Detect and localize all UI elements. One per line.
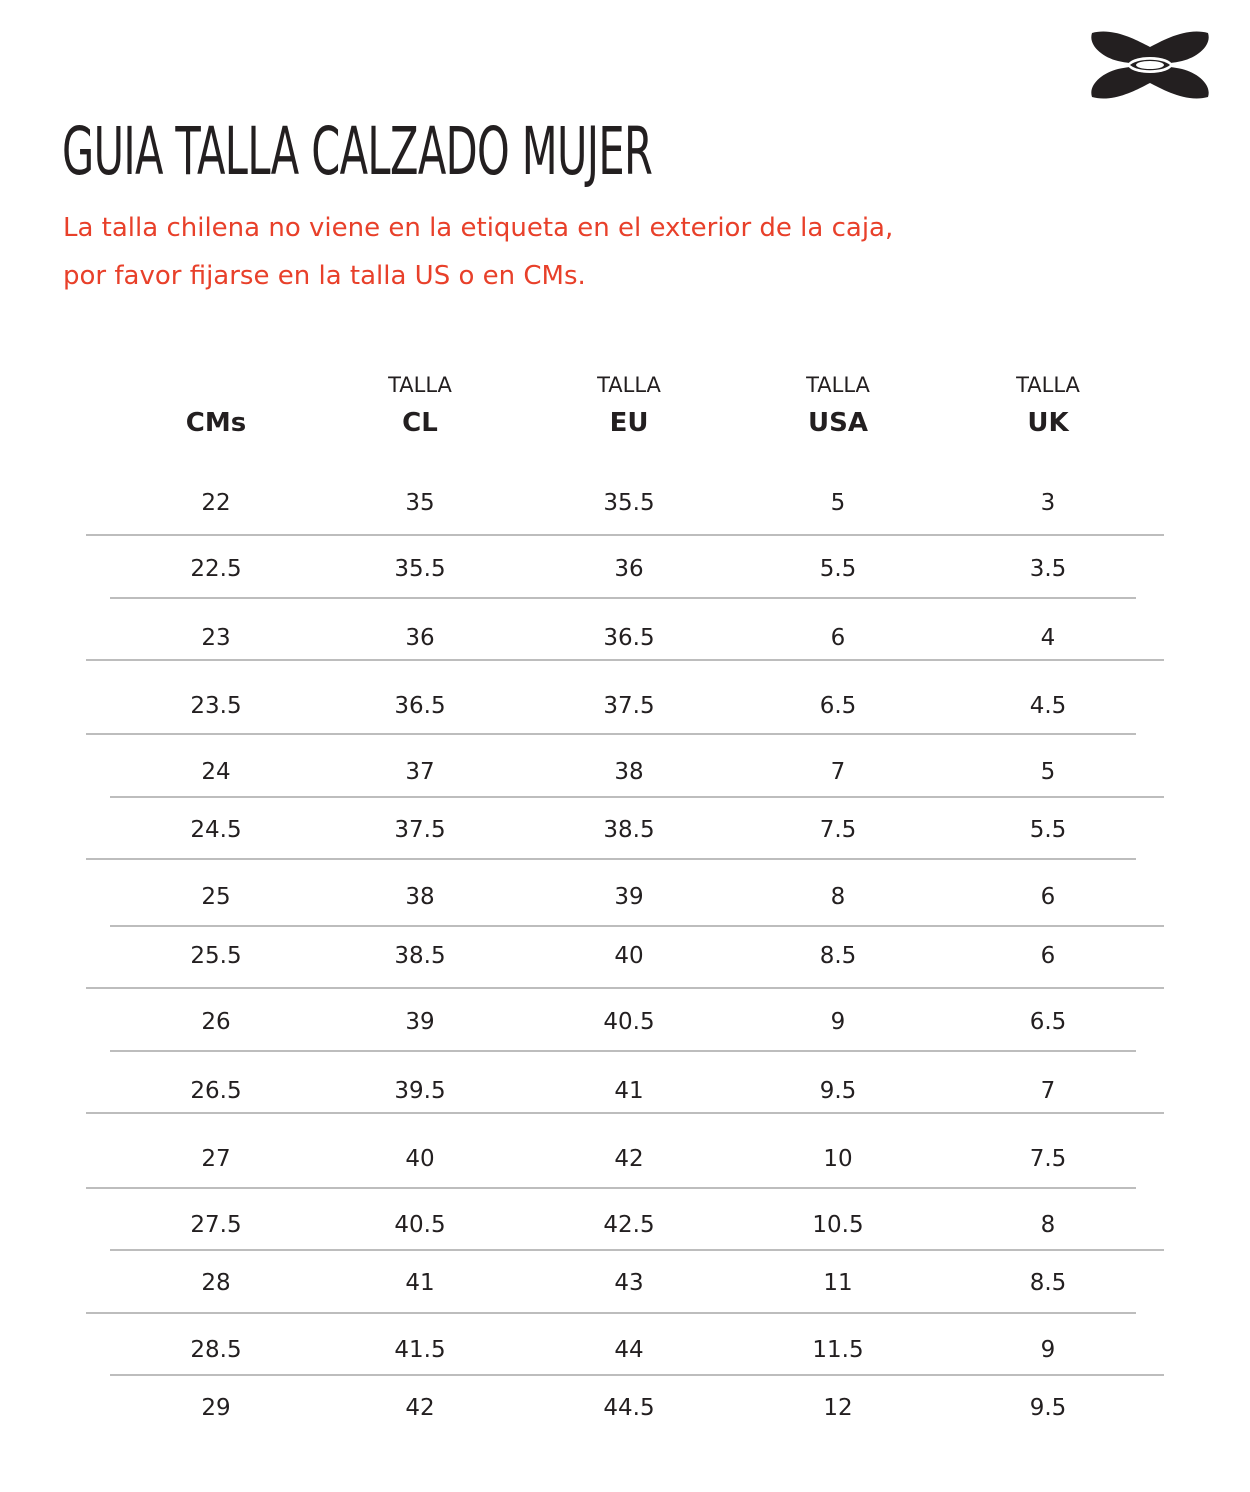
cell-cl: 36.5 bbox=[394, 693, 446, 719]
cell-cms: 22.5 bbox=[190, 556, 242, 582]
column-header-uk bbox=[968, 373, 1128, 443]
cell-usa: 8 bbox=[830, 884, 846, 910]
cell-usa: 10 bbox=[823, 1146, 853, 1172]
cell-cl: 35 bbox=[405, 490, 435, 516]
size-note-line-1: La talla chilena no viene en la etiqueta en el exterior de la caja, bbox=[63, 213, 894, 243]
row-divider bbox=[86, 987, 1164, 989]
cell-cms: 28.5 bbox=[190, 1337, 242, 1363]
cell-usa: 11.5 bbox=[812, 1337, 864, 1363]
cell-usa: 8.5 bbox=[819, 943, 857, 969]
cell-cms: 28 bbox=[201, 1270, 231, 1296]
row-divider bbox=[110, 796, 1164, 798]
column-header-usa bbox=[758, 373, 918, 443]
cell-cms: 24.5 bbox=[190, 817, 242, 843]
cell-eu: 38 bbox=[614, 759, 644, 785]
column-header-title: EU bbox=[609, 408, 649, 438]
cell-usa: 5 bbox=[830, 490, 846, 516]
cell-usa: 9.5 bbox=[819, 1078, 857, 1104]
cell-eu: 36 bbox=[614, 556, 644, 582]
cell-cl: 38 bbox=[405, 884, 435, 910]
page-title: GUIA TALLA CALZADO MUJER bbox=[62, 113, 653, 190]
cell-eu: 36.5 bbox=[603, 625, 655, 651]
row-divider bbox=[110, 1050, 1136, 1052]
cell-cl: 41 bbox=[405, 1270, 435, 1296]
column-header-title: UK bbox=[1027, 408, 1069, 438]
cell-usa: 5.5 bbox=[819, 556, 857, 582]
cell-usa: 6 bbox=[830, 625, 846, 651]
cell-usa: 9 bbox=[830, 1009, 846, 1035]
row-divider bbox=[86, 1187, 1136, 1189]
cell-cl: 39.5 bbox=[394, 1078, 446, 1104]
row-divider bbox=[86, 733, 1136, 735]
column-header-label: TALLA bbox=[388, 373, 452, 397]
under-armour-logo-icon bbox=[1086, 27, 1214, 103]
cell-eu: 35.5 bbox=[603, 490, 655, 516]
column-header-cl bbox=[340, 373, 500, 443]
cell-cms: 26 bbox=[201, 1009, 231, 1035]
cell-uk: 6 bbox=[1040, 943, 1056, 969]
cell-cms: 25 bbox=[201, 884, 231, 910]
cell-cms: 23 bbox=[201, 625, 231, 651]
cell-uk: 4.5 bbox=[1029, 693, 1067, 719]
column-header-label: TALLA bbox=[1016, 373, 1080, 397]
cell-uk: 3.5 bbox=[1029, 556, 1067, 582]
cell-usa: 12 bbox=[823, 1395, 853, 1421]
size-note-line-2: por favor fijarse en la talla US o en CMs. bbox=[63, 261, 586, 291]
cell-uk: 7 bbox=[1040, 1078, 1056, 1104]
cell-cl: 37.5 bbox=[394, 817, 446, 843]
cell-uk: 5 bbox=[1040, 759, 1056, 785]
cell-uk: 8 bbox=[1040, 1212, 1056, 1238]
cell-cl: 37 bbox=[405, 759, 435, 785]
column-header-title: USA bbox=[808, 408, 868, 438]
cell-uk: 6.5 bbox=[1029, 1009, 1067, 1035]
row-divider bbox=[86, 1112, 1164, 1114]
cell-cms: 26.5 bbox=[190, 1078, 242, 1104]
cell-eu: 44.5 bbox=[603, 1395, 655, 1421]
cell-cl: 41.5 bbox=[394, 1337, 446, 1363]
column-header-label: TALLA bbox=[806, 373, 870, 397]
cell-cl: 40.5 bbox=[394, 1212, 446, 1238]
column-header-title: CMs bbox=[185, 408, 247, 438]
row-divider bbox=[86, 659, 1164, 661]
row-divider bbox=[110, 925, 1164, 927]
cell-eu: 39 bbox=[614, 884, 644, 910]
cell-eu: 40.5 bbox=[603, 1009, 655, 1035]
cell-uk: 3 bbox=[1040, 490, 1056, 516]
cell-cl: 36 bbox=[405, 625, 435, 651]
cell-usa: 11 bbox=[823, 1270, 853, 1296]
cell-eu: 42.5 bbox=[603, 1212, 655, 1238]
cell-usa: 6.5 bbox=[819, 693, 857, 719]
row-divider bbox=[110, 597, 1136, 599]
cell-cl: 35.5 bbox=[394, 556, 446, 582]
cell-uk: 4 bbox=[1040, 625, 1056, 651]
size-note bbox=[63, 204, 1063, 300]
cell-uk: 5.5 bbox=[1029, 817, 1067, 843]
cell-eu: 38.5 bbox=[603, 817, 655, 843]
cell-uk: 9 bbox=[1040, 1337, 1056, 1363]
cell-cl: 40 bbox=[405, 1146, 435, 1172]
cell-cl: 39 bbox=[405, 1009, 435, 1035]
cell-cms: 22 bbox=[201, 490, 231, 516]
cell-cms: 25.5 bbox=[190, 943, 242, 969]
cell-cms: 27.5 bbox=[190, 1212, 242, 1238]
cell-eu: 37.5 bbox=[603, 693, 655, 719]
cell-usa: 7.5 bbox=[819, 817, 857, 843]
column-header-title: CL bbox=[402, 408, 438, 438]
cell-eu: 44 bbox=[614, 1337, 644, 1363]
cell-uk: 8.5 bbox=[1029, 1270, 1067, 1296]
row-divider bbox=[86, 858, 1136, 860]
cell-uk: 7.5 bbox=[1029, 1146, 1067, 1172]
row-divider bbox=[86, 534, 1164, 536]
column-header-label: TALLA bbox=[597, 373, 661, 397]
column-header-cms bbox=[136, 373, 296, 443]
cell-eu: 42 bbox=[614, 1146, 644, 1172]
cell-cl: 38.5 bbox=[394, 943, 446, 969]
column-header-eu bbox=[549, 373, 709, 443]
cell-usa: 10.5 bbox=[812, 1212, 864, 1238]
cell-eu: 40 bbox=[614, 943, 644, 969]
cell-usa: 7 bbox=[830, 759, 846, 785]
cell-eu: 41 bbox=[614, 1078, 644, 1104]
cell-cl: 42 bbox=[405, 1395, 435, 1421]
cell-cms: 23.5 bbox=[190, 693, 242, 719]
cell-cms: 24 bbox=[201, 759, 231, 785]
cell-uk: 9.5 bbox=[1029, 1395, 1067, 1421]
row-divider bbox=[110, 1374, 1164, 1376]
cell-cms: 27 bbox=[201, 1146, 231, 1172]
cell-uk: 6 bbox=[1040, 884, 1056, 910]
row-divider bbox=[86, 1312, 1136, 1314]
cell-cms: 29 bbox=[201, 1395, 231, 1421]
cell-eu: 43 bbox=[614, 1270, 644, 1296]
row-divider bbox=[110, 1249, 1164, 1251]
